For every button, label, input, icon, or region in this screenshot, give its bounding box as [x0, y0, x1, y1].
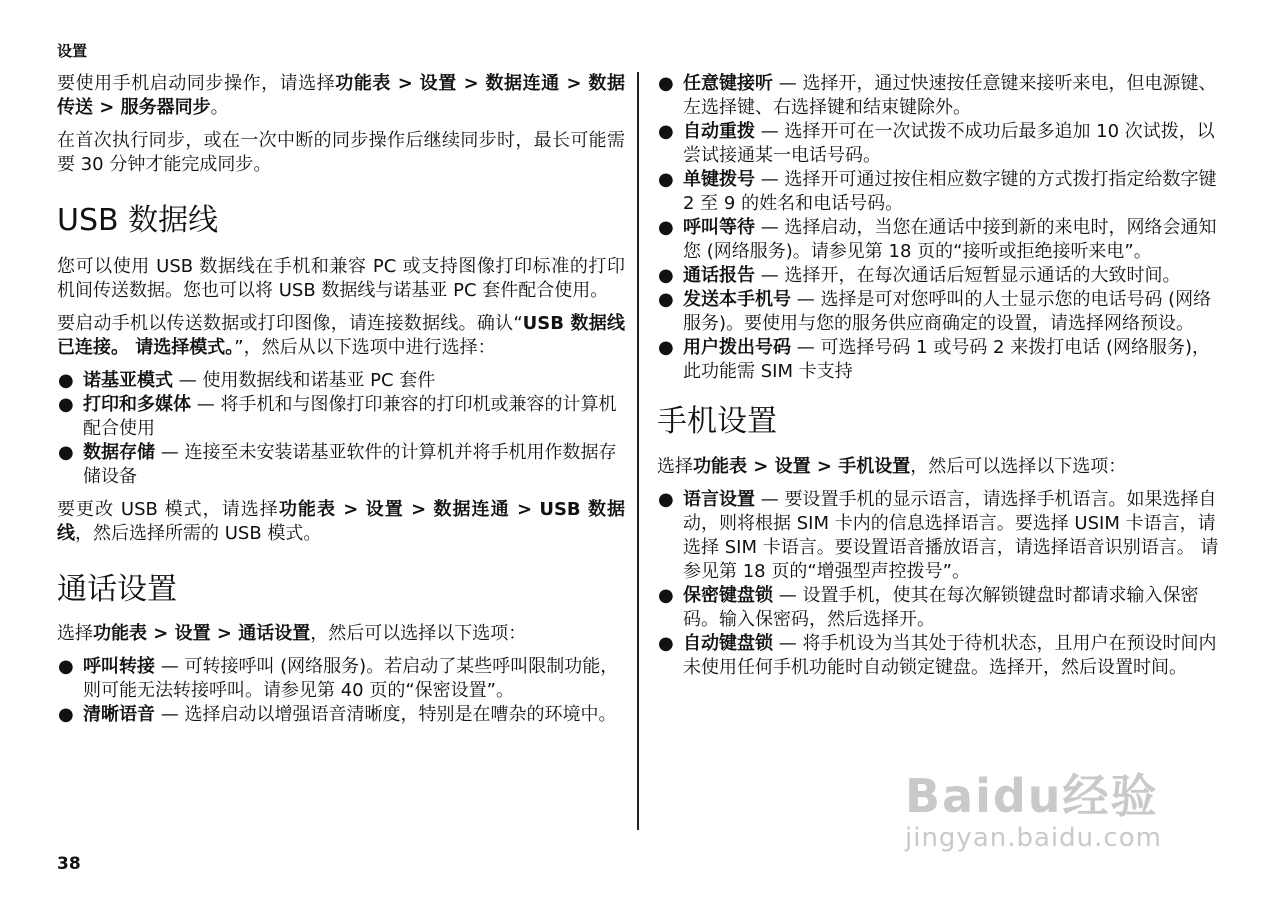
text-span: ，然后可以选择以下选项：	[910, 456, 1127, 477]
option-description: — 选择开可通过按住相应数字键的方式拨打指定给数字键 2 至 9 的姓名和电话号码。	[683, 169, 1217, 214]
text-span: ”，然后从以下选项中进行选择：	[234, 337, 496, 358]
sync-paragraph-2: 在首次执行同步，或在一次中断的同步操作后继续同步时，最长可能需要 30 分钟才能完成同步。	[57, 130, 625, 175]
sync-paragraph-1	[57, 72, 625, 120]
option-description: — 选择开，通过快速按任意键来接听来电，但电源键、左选择键、右选择键和结束键除外。	[683, 73, 1217, 118]
bullet-icon: ●	[58, 656, 74, 677]
option-description: — 选择开，在每次通话后短暂显示通话的大致时间。	[755, 265, 1181, 286]
baidu-watermark	[905, 770, 1205, 865]
option-description: — 选择启动，当您在通话中接到新的来电时，网络会通知您 (网络服务)。请参见第 18 页的“接听或拒绝接听来电”。	[683, 217, 1217, 262]
text-span: 选择	[57, 623, 93, 644]
menu-path: 功能表 > 设置 > 手机设置	[693, 456, 911, 477]
usb-paragraph-1: 您可以使用 USB 数据线在手机和兼容 PC 或支持图像打印标准的打印机间传送数据。您也可以将 USB 数据线与诺基亚 PC 套件配合使用。	[57, 256, 625, 301]
text-span: 要更改 USB 模式，请选择	[57, 499, 279, 520]
bullet-icon: ●	[58, 442, 74, 463]
usb-prompt-text: USB 数据线已连接。 请选择模式。	[57, 313, 625, 358]
bullet-icon: ●	[658, 337, 674, 358]
bullet-icon: ●	[658, 289, 674, 310]
list-item	[657, 120, 1227, 168]
usb-cable-heading: USB 数据线	[57, 203, 219, 238]
call-settings-list-continued	[657, 72, 1227, 384]
left-column	[57, 72, 625, 736]
menu-path: 功能表 > 设置 > 数据连通 > USB 数据线	[57, 499, 625, 544]
text-span: 选择	[657, 456, 693, 477]
bullet-icon: ●	[658, 217, 674, 238]
option-description: — 设置手机，使其在每次解锁键盘时都请求输入保密码。输入保密码，然后选择开。	[683, 585, 1199, 630]
option-term: 诺基亚模式	[83, 370, 173, 391]
bullet-icon: ●	[658, 121, 674, 142]
option-description: — 要设置手机的显示语言，请选择手机语言。如果选择自动，则将根据 SIM 卡内的信息选择语言。要选择 USIM 卡语言，请选择 SIM 卡语言。要设置语音播放语言，请选择语音识别语言。 请参见第 18 页的“增强型声控拨号”。	[683, 489, 1219, 582]
option-term: 数据存储	[83, 442, 155, 463]
list-item	[657, 72, 1227, 120]
call-settings-intro	[57, 622, 625, 646]
phone-settings-intro	[657, 455, 1227, 479]
option-term: 呼叫等待	[683, 217, 755, 238]
list-item	[57, 441, 625, 489]
bullet-icon: ●	[658, 169, 674, 190]
bullet-icon: ●	[658, 585, 674, 606]
option-description: — 使用数据线和诺基亚 PC 套件	[173, 370, 436, 391]
option-description: — 选择开可在一次试拨不成功后最多追加 10 次试拨，以尝试接通某一电话号码。	[683, 121, 1215, 166]
usb-paragraph-2	[57, 312, 625, 360]
usb-paragraph-3	[57, 498, 625, 546]
option-term: 呼叫转接	[83, 656, 155, 677]
list-item	[657, 632, 1227, 680]
column-divider	[637, 72, 639, 830]
list-item	[657, 168, 1227, 216]
list-item	[657, 264, 1227, 288]
text-span: 要启动手机以传送数据或打印图像，请连接数据线。确认“	[57, 313, 523, 334]
text-span: 。	[210, 97, 229, 118]
section-header: 设置	[57, 42, 88, 60]
bullet-icon: ●	[658, 633, 674, 654]
bullet-icon: ●	[658, 265, 674, 286]
watermark-logo: Baidu经验	[905, 769, 1159, 823]
list-item	[657, 584, 1227, 632]
list-item	[57, 369, 625, 393]
usb-mode-list	[57, 369, 625, 489]
bullet-icon: ●	[658, 489, 674, 510]
list-item	[57, 703, 625, 727]
bullet-icon: ●	[58, 370, 74, 391]
option-term: 单键拨号	[683, 169, 755, 190]
list-item	[657, 216, 1227, 264]
option-term: 自动键盘锁	[683, 633, 773, 654]
text-span: ，然后选择所需的 USB 模式。	[75, 523, 322, 544]
option-term: 自动重拨	[683, 121, 755, 142]
option-description: — 选择启动以增强语音清晰度，特别是在嘈杂的环境中。	[155, 704, 617, 725]
list-item	[657, 488, 1227, 584]
phone-settings-heading: 手机设置	[657, 404, 777, 439]
phone-settings-list	[657, 488, 1227, 680]
option-description: — 选择是可对您呼叫的人士显示您的电话号码 (网络服务)。要使用与您的服务供应商确定的设置，请选择网络预设。	[683, 289, 1212, 334]
option-term: 任意键接听	[683, 73, 773, 94]
list-item	[57, 393, 625, 441]
option-term: 清晰语音	[83, 704, 155, 725]
right-column	[657, 72, 1227, 689]
bullet-icon: ●	[58, 394, 74, 415]
option-term: 用户拨出号码	[683, 337, 791, 358]
option-term: 保密键盘锁	[683, 585, 773, 606]
bullet-icon: ●	[58, 704, 74, 725]
menu-path: 功能表 > 设置 > 数据连通 > 数据传送 > 服务器同步	[57, 73, 625, 118]
option-description: — 可转接呼叫 (网络服务)。若启动了某些呼叫限制功能，则可能无法转接呼叫。请参见第 40 页的“保密设置”。	[83, 656, 619, 701]
option-term: 通话报告	[683, 265, 755, 286]
option-description: — 可选择号码 1 或号码 2 来拨打电话 (网络服务)，此功能需 SIM 卡支持	[683, 337, 1210, 382]
option-term: 语言设置	[683, 489, 755, 510]
list-item	[57, 655, 625, 703]
list-item	[657, 336, 1227, 384]
bullet-icon: ●	[658, 73, 674, 94]
option-term: 打印和多媒体	[83, 394, 191, 415]
option-description: — 连接至未安装诺基亚软件的计算机并将手机用作数据存储设备	[83, 442, 617, 487]
text-span: 要使用手机启动同步操作，请选择	[57, 73, 336, 94]
text-span: ，然后可以选择以下选项：	[310, 623, 527, 644]
call-settings-heading: 通话设置	[57, 572, 177, 607]
menu-path: 功能表 > 设置 > 通话设置	[93, 623, 311, 644]
option-term: 发送本手机号	[683, 289, 791, 310]
page-number: 38	[57, 854, 81, 874]
option-description: — 将手机设为当其处于待机状态，且用户在预设时间内未使用任何手机功能时自动锁定键盘。选择开，然后设置时间。	[683, 633, 1217, 678]
list-item	[657, 288, 1227, 336]
watermark-url: jingyan.baidu.com	[905, 823, 1162, 853]
option-description: — 将手机和与图像打印兼容的打印机或兼容的计算机配合使用	[83, 394, 617, 439]
call-settings-list	[57, 655, 625, 727]
